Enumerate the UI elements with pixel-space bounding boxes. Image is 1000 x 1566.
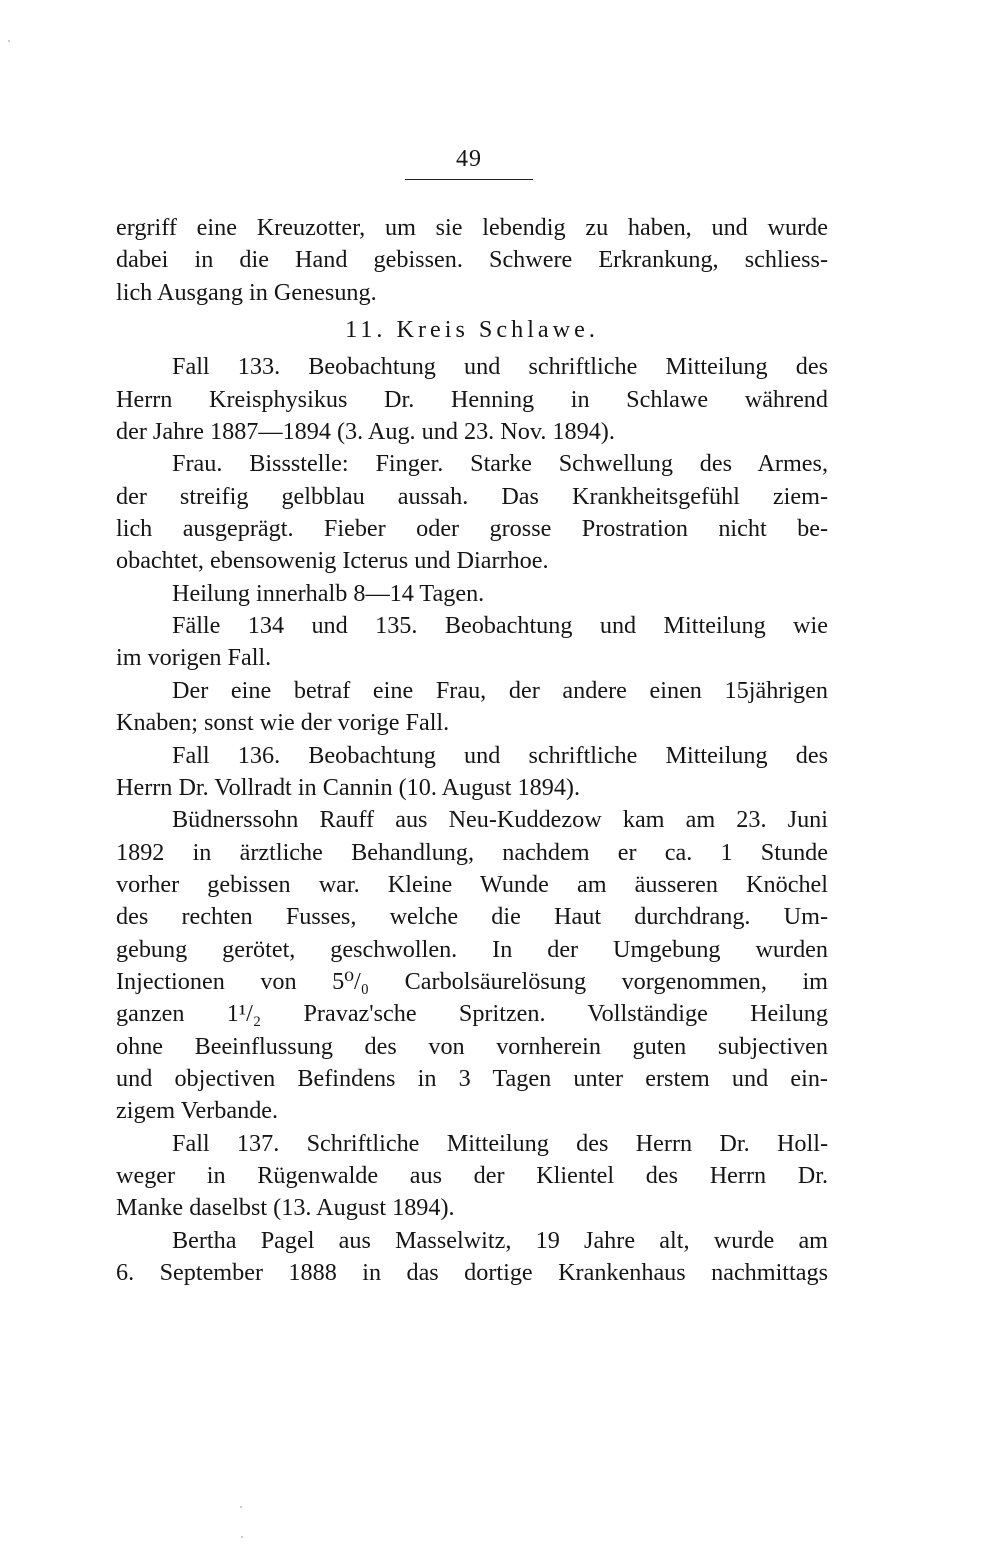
scan-speck xyxy=(240,1506,242,1508)
text-line: vorher gebissen war. Kleine Wunde am äusseren Knöchel xyxy=(116,870,828,898)
text-line: Heilung innerhalb 8—14 Tagen. xyxy=(172,579,485,607)
text-line: im vorigen Fall. xyxy=(116,644,272,672)
text-line: 1892 in ärztliche Behandlung, nachdem er ca. 1 Stunde xyxy=(116,838,828,866)
text-line: Herrn Dr. Vollradt in Cannin (10. August 1894). xyxy=(116,773,581,801)
text-line: Fälle 134 und 135. Beobachtung und Mitteilung wie xyxy=(172,612,828,640)
text-line: lich Ausgang in Genesung. xyxy=(116,278,377,306)
scan-speck xyxy=(241,1536,243,1538)
text-line: und objectiven Befindens in 3 Tagen unter erstem und ein- xyxy=(116,1064,828,1092)
text-line: Frau. Bissstelle: Finger. Starke Schwellung des Armes, xyxy=(172,450,828,478)
text-line: Fall 133. Beobachtung und schriftliche Mitteilung des xyxy=(172,353,828,381)
text-line: Knaben; sonst wie der vorige Fall. xyxy=(116,709,450,737)
section-heading: 11. Kreis Schlawe. xyxy=(345,316,599,344)
text-line: lich ausgeprägt. Fieber oder grosse Prostration nicht be- xyxy=(116,515,828,543)
text-line: ganzen 1¹/₂ Pravaz'sche Spritzen. Vollständige Heilung xyxy=(116,1000,828,1028)
text-line: Der eine betraf eine Frau, der andere einen 15jährigen xyxy=(172,676,828,704)
text-line: ergriff eine Kreuzotter, um sie lebendig zu haben, und wurde xyxy=(116,214,828,241)
text-line: 6. September 1888 in das dortige Krankenhaus nachmittags xyxy=(116,1259,828,1286)
text-line: Büdnerssohn Rauff aus Neu-Kuddezow kam am 23. Juni xyxy=(172,806,828,834)
body-text xyxy=(116,212,828,1289)
text-line: Bertha Pagel aus Masselwitz, 19 Jahre alt, wurde am xyxy=(172,1226,828,1254)
text-line: gebung gerötet, geschwollen. In der Umgebung wurden xyxy=(116,935,828,963)
text-line: dabei in die Hand gebissen. Schwere Erkrankung, schliess- xyxy=(116,246,828,274)
text-line: des rechten Fusses, welche die Haut durchdrang. Um- xyxy=(116,903,828,931)
text-line: zigem Verbande. xyxy=(116,1097,279,1125)
text-line: Fall 137. Schriftliche Mitteilung des Herrn Dr. Holl- xyxy=(172,1129,828,1157)
page-number: 49 xyxy=(456,146,482,172)
text-line: Herrn Kreisphysikus Dr. Henning in Schlawe während xyxy=(116,385,828,413)
text-line: Manke daselbst (13. August 1894). xyxy=(116,1194,455,1222)
page-number-rule xyxy=(405,179,533,180)
text-line: weger in Rügenwalde aus der Klientel des Herrn Dr. xyxy=(116,1161,828,1189)
scan-speck xyxy=(8,40,10,42)
text-line: Injectionen von 5⁰/₀ Carbolsäurelösung vorgenommen, im xyxy=(116,967,828,995)
text-line: obachtet, ebensowenig Icterus und Diarrhoe. xyxy=(116,547,549,575)
text-line: Fall 136. Beobachtung und schriftliche Mitteilung des xyxy=(172,741,828,769)
text-line: der streifig gelbblau aussah. Das Krankheitsgefühl ziem- xyxy=(116,482,828,510)
text-line: ohne Beeinflussung des von vornherein guten subjectiven xyxy=(116,1032,828,1060)
text-line: der Jahre 1887—1894 (3. Aug. und 23. Nov. 1894). xyxy=(116,418,615,446)
